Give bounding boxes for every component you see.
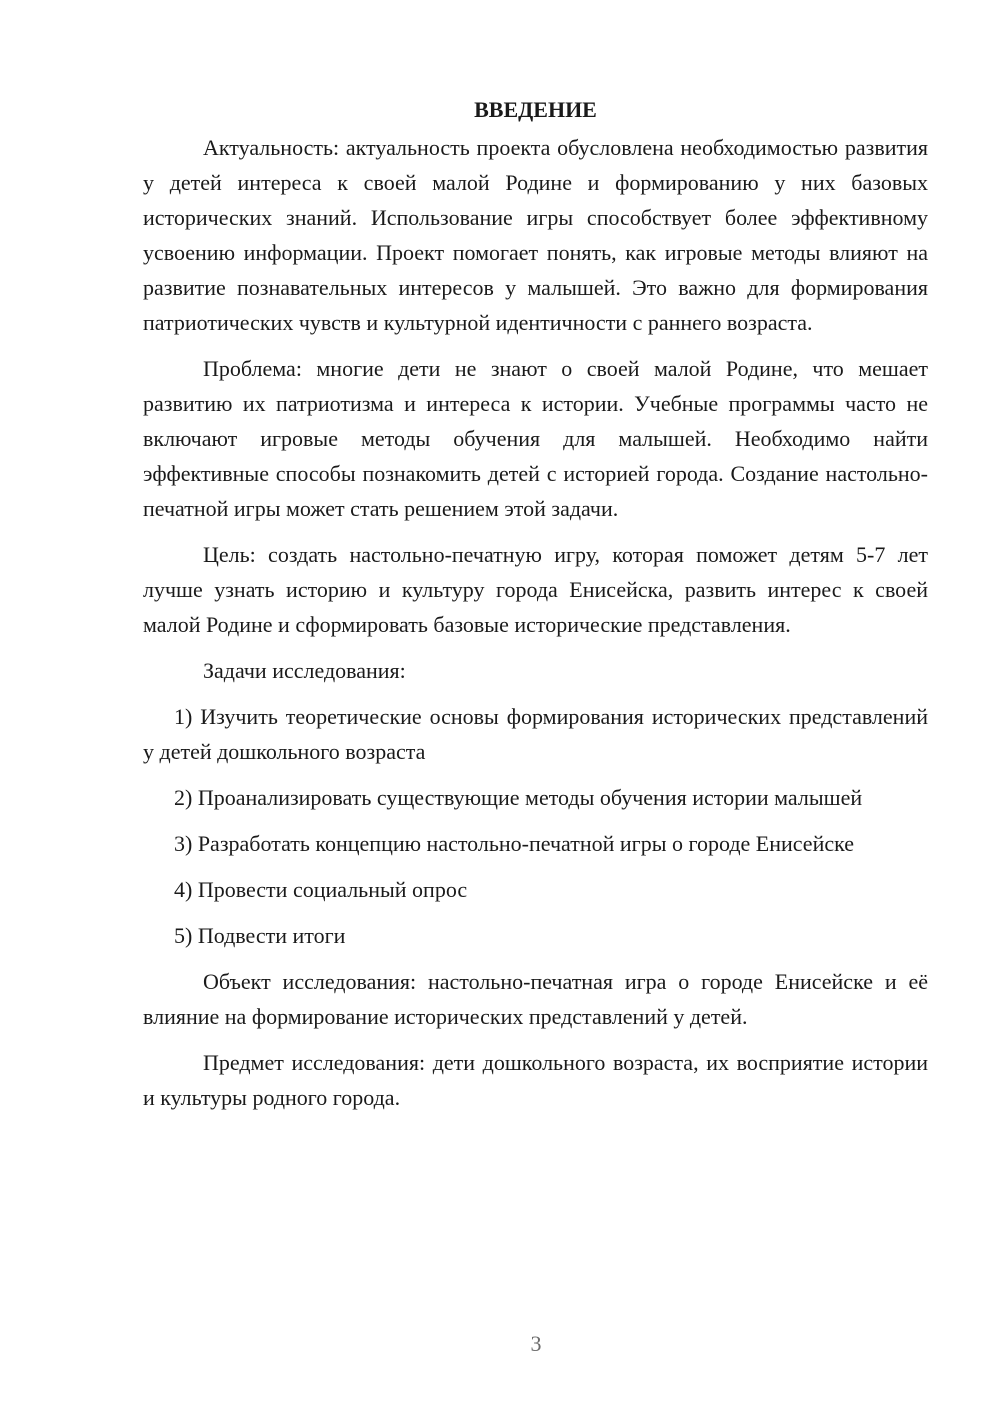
task-item-3: 3) Разработать концепцию настольно-печатной игры о городе Енисейске [174, 831, 855, 856]
page-title: ВВЕДЕНИЕ [474, 97, 597, 122]
task-item-4: 4) Провести социальный опрос [174, 877, 468, 902]
subject-paragraph: Предмет исследования: дети дошкольного возраста, их восприятие истории и культуры родного города. [143, 1050, 928, 1110]
object-paragraph: Объект исследования: настольно-печатная игра о городе Енисейске и её влияние на формирование исторических представлений у детей. [143, 969, 928, 1029]
task-item-5: 5) Подвести итоги [174, 923, 346, 948]
tasks-heading: Задачи исследования: [203, 658, 406, 683]
goal-paragraph: Цель: создать настольно-печатную игру, которая поможет детям 5-7 лет лучше узнать историю и культуру города Енисейска, развить интерес к своей малой Родине и сформировать базовые исторические представления. [143, 542, 928, 637]
task-item-1: 1) Изучить теоретические основы формирования исторических представлений у детей дошкольного возраста [143, 704, 928, 764]
problem-paragraph: Проблема: многие дети не знают о своей малой Родине, что мешает развитию их патриотизма и интереса к истории. Учебные программы часто не включают игровые методы обучения для малышей. Необходимо найти эффективные способы познакомить детей с историей города. Создание настольно-печатной игры может стать решением этой задачи. [143, 356, 928, 521]
page-number: 3 [530, 1331, 542, 1356]
document-page [143, 92, 928, 1126]
relevance-paragraph: Актуальность: актуальность проекта обусловлена необходимостью развития у детей интереса к своей малой Родине и формированию у них базовых исторических знаний. Использование игры способствует более эффективному усвоению информации. Проект помогает понять, как игровые методы влияют на развитие познавательных интересов у малышей. Это важно для формирования патриотических чувств и культурной идентичности с раннего возраста. [143, 135, 928, 335]
task-item-2: 2) Проанализировать существующие методы обучения истории малышей [174, 785, 863, 810]
